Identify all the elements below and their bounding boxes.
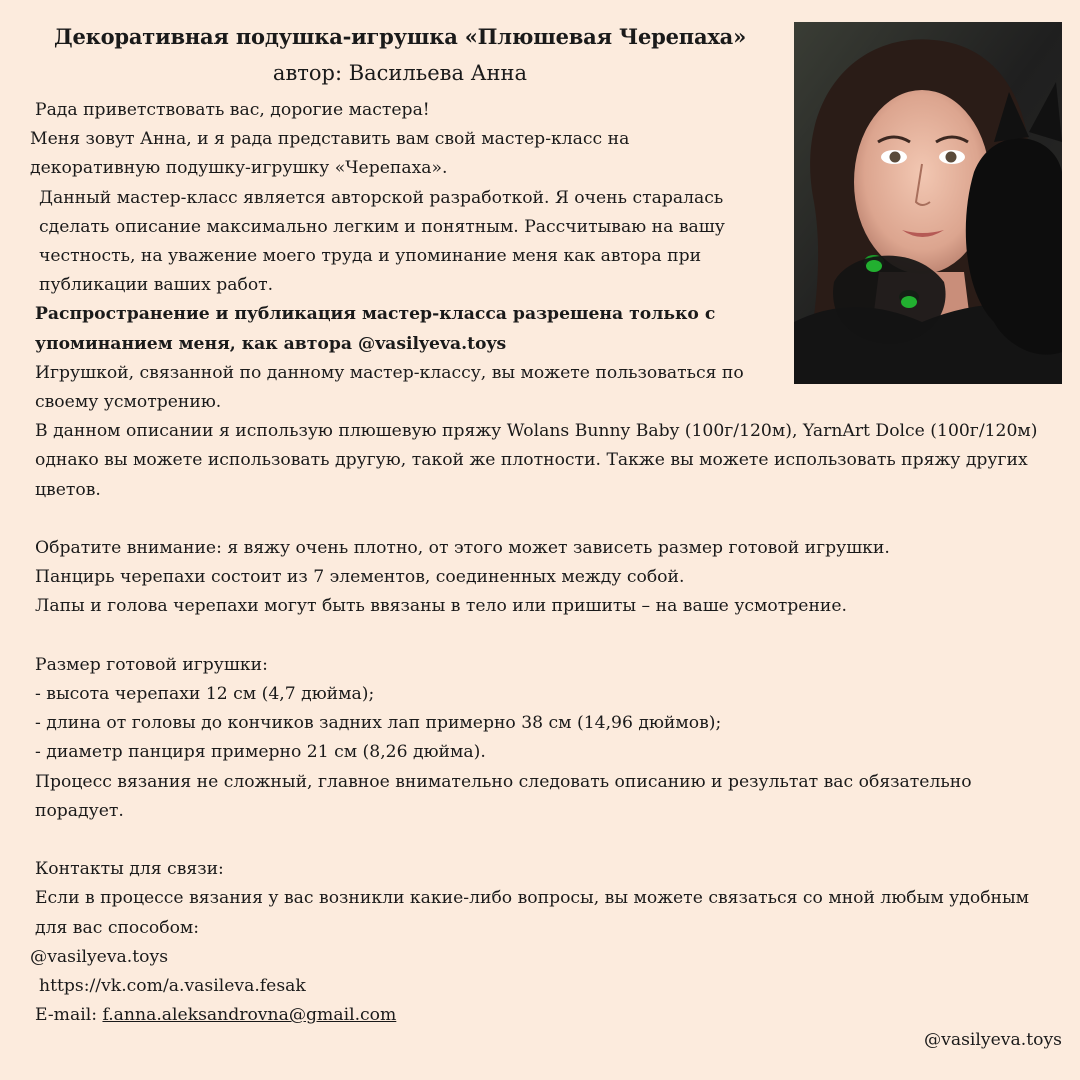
authorship-paragraph: Данный мастер-класс является авторской разработкой. Я очень старалась сделать описание максимально легким и понятным. Рассчитываю на вашу честность, на уважение моего труда и упоминание меня как автора при публикации ваших работ. [39, 187, 725, 296]
contacts-paragraph: Если в процессе вязания у вас возникли какие-либо вопросы, вы можете связаться со мной любым удобным для вас способом: [35, 888, 1030, 938]
author-line: автор: Васильева Анна [272, 61, 528, 85]
vk-link[interactable]: https://vk.com/a.vasileva.fesak [39, 976, 306, 997]
size-item: - высота черепахи 12 см (4,7 дюйма); [35, 684, 375, 705]
yarn-paragraph: В данном описании я использую плюшевую пряжу Wolans Bunny Baby (100г/120м), YarnArt Dolce (100г/120м) однако вы можете использовать другую, такой же плотности. Также вы можете использовать пряжу других цветов. [35, 421, 1038, 500]
author-photo [794, 22, 1062, 384]
instagram-handle: @vasilyeva.toys [30, 946, 169, 967]
process-paragraph: Процесс вязания не сложный, главное внимательно следовать описанию и результат вас обязательно порадует. [35, 771, 972, 821]
greeting: Рада приветствовать вас, дорогие мастера! [35, 100, 430, 120]
email-label: E-mail: [35, 1005, 103, 1026]
email-link[interactable]: f.anna.aleksandrovna@gmail.com [102, 1005, 397, 1026]
size-item: - длина от головы до кончиков задних лап примерно 38 см (14,96 дюймов); [35, 713, 722, 734]
distribution-notice: Распространение и публикация мастер-класса разрешена только с упоминанием меня, как автора @vasilyeva.toys [35, 304, 716, 354]
size-item: - диаметр панциря примерно 21 см (8,26 дюйма). [35, 742, 486, 763]
body-text [30, 96, 1038, 1030]
size-heading: Размер готовой игрушки: [35, 654, 268, 675]
intro-paragraph: Меня зовут Анна, и я рада представить вам свой мастер-класс на декоративную подушку-игрушку «Черепаха». [30, 129, 630, 179]
note-paws: Лапы и голова черепахи могут быть ввязаны в тело или пришиты – на ваше усмотрение. [35, 596, 848, 617]
note-density: Обратите внимание: я вяжу очень плотно, от этого может зависеть размер готовой игрушки. [35, 538, 890, 559]
usage-paragraph: Игрушкой, связанной по данному мастер-классу, вы можете пользоваться по своему усмотрению. [35, 362, 744, 413]
footer-handle: @vasilyeva.toys [923, 1030, 1062, 1050]
note-shell: Панцирь черепахи состоит из 7 элементов, соединенных между собой. [35, 567, 685, 588]
contacts-heading: Контакты для связи: [35, 859, 224, 880]
page-title: Декоративная подушка-игрушка «Плюшевая Черепаха» [53, 24, 747, 49]
